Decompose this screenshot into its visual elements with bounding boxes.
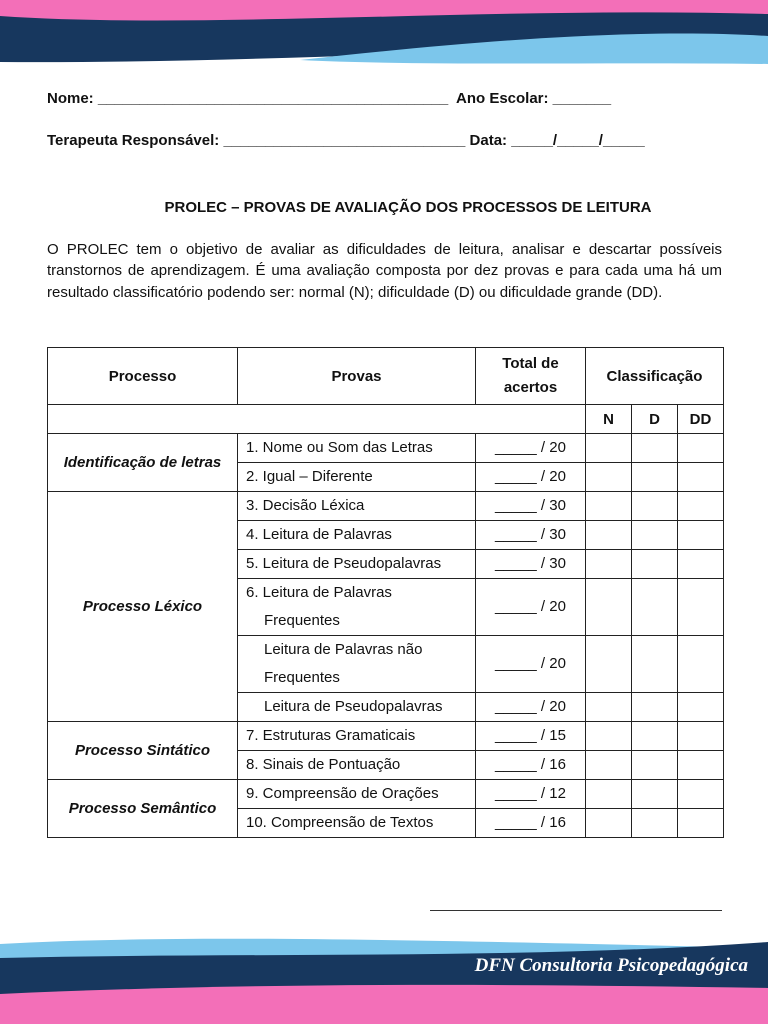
score-field[interactable]: _____ / 16 — [476, 751, 586, 780]
process-lexico: Processo Léxico — [48, 492, 238, 722]
classification-dd-cell[interactable] — [678, 550, 724, 579]
classification-dd-cell[interactable] — [678, 780, 724, 809]
score-field[interactable]: _____ / 20 — [476, 579, 586, 636]
prova-item-line: Leitura de Palavras não — [264, 641, 423, 658]
classification-d-cell[interactable] — [632, 636, 678, 693]
prova-item — [238, 579, 476, 636]
footer-brand: DFN Consultoria Psicopedagógica — [474, 955, 748, 976]
score-field[interactable]: _____ / 30 — [476, 492, 586, 521]
prova-item — [238, 693, 476, 722]
classification-d-cell[interactable] — [632, 434, 678, 463]
header-total-acertos: Total de acertos — [476, 348, 586, 405]
classification-n-cell[interactable] — [586, 492, 632, 521]
prova-item: 2. Igual – Diferente — [238, 463, 476, 492]
process-sintatico: Processo Sintático — [48, 722, 238, 780]
header-n: N — [586, 405, 632, 434]
classification-n-cell[interactable] — [586, 693, 632, 722]
prova-item-line: Leitura de Pseudopalavras — [264, 698, 443, 715]
prova-item: 10. Compreensão de Textos — [238, 809, 476, 838]
classification-n-cell[interactable] — [586, 463, 632, 492]
classification-n-cell[interactable] — [586, 751, 632, 780]
classification-dd-cell[interactable] — [678, 722, 724, 751]
classification-dd-cell[interactable] — [678, 693, 724, 722]
classification-d-cell[interactable] — [632, 780, 678, 809]
header-classificacao: Classificação — [586, 348, 724, 405]
prolec-table — [47, 347, 724, 838]
classification-dd-cell[interactable] — [678, 809, 724, 838]
score-field[interactable]: _____ / 15 — [476, 722, 586, 751]
classification-d-cell[interactable] — [632, 550, 678, 579]
score-field[interactable]: _____ / 16 — [476, 809, 586, 838]
classification-dd-cell[interactable] — [678, 492, 724, 521]
prova-item: 7. Estruturas Gramaticais — [238, 722, 476, 751]
footer-wave-decoration — [0, 930, 768, 1024]
prova-item: 5. Leitura de Pseudopalavras — [238, 550, 476, 579]
header-wave-decoration — [0, 0, 768, 70]
classification-dd-cell[interactable] — [678, 636, 724, 693]
empty-cell — [48, 405, 586, 434]
classification-n-cell[interactable] — [586, 579, 632, 636]
prova-item: 9. Compreensão de Orações — [238, 780, 476, 809]
header-d: D — [632, 405, 678, 434]
prova-item-line: Frequentes — [264, 669, 340, 686]
classification-n-cell[interactable] — [586, 636, 632, 693]
prova-item-line: Frequentes — [264, 612, 340, 629]
score-field[interactable]: _____ / 12 — [476, 780, 586, 809]
score-field[interactable]: _____ / 20 — [476, 636, 586, 693]
signature-line[interactable] — [430, 910, 722, 911]
classification-d-cell[interactable] — [632, 751, 678, 780]
prova-item: 8. Sinais de Pontuação — [238, 751, 476, 780]
terapeuta-data-line: Terapeuta Responsável: _____________________________ Data: _____/_____/_____ — [47, 132, 645, 149]
prova-item: 4. Leitura de Palavras — [238, 521, 476, 550]
process-identificacao-letras: Identificação de letras — [48, 434, 238, 492]
process-semantico: Processo Semântico — [48, 780, 238, 838]
classification-n-cell[interactable] — [586, 521, 632, 550]
score-field[interactable]: _____ / 20 — [476, 463, 586, 492]
score-field[interactable]: _____ / 30 — [476, 521, 586, 550]
score-field[interactable]: _____ / 30 — [476, 550, 586, 579]
intro-paragraph: O PROLEC tem o objetivo de avaliar as dificuldades de leitura, analisar e descartar possíveis transtornos de aprendizagem. É uma avaliação composta por dez provas e para cada uma há um resultado classificatório podendo ser: normal (N); dificuldade (D) ou dificuldade grande (DD). — [47, 241, 722, 301]
prova-item-line: 6. Leitura de Palavras — [246, 584, 392, 601]
score-field[interactable]: _____ / 20 — [476, 434, 586, 463]
prova-item — [238, 636, 476, 693]
classification-d-cell[interactable] — [632, 492, 678, 521]
classification-d-cell[interactable] — [632, 579, 678, 636]
classification-n-cell[interactable] — [586, 550, 632, 579]
classification-d-cell[interactable] — [632, 693, 678, 722]
score-field[interactable]: _____ / 20 — [476, 693, 586, 722]
classification-dd-cell[interactable] — [678, 751, 724, 780]
classification-dd-cell[interactable] — [678, 579, 724, 636]
classification-n-cell[interactable] — [586, 434, 632, 463]
prova-item: 1. Nome ou Som das Letras — [238, 434, 476, 463]
classification-dd-cell[interactable] — [678, 521, 724, 550]
classification-n-cell[interactable] — [586, 722, 632, 751]
header-processo: Processo — [48, 348, 238, 405]
nome-ano-escolar-line: Nome: __________________________________________ Ano Escolar: _______ — [47, 90, 612, 107]
classification-n-cell[interactable] — [586, 809, 632, 838]
classification-d-cell[interactable] — [632, 521, 678, 550]
classification-d-cell[interactable] — [632, 463, 678, 492]
classification-dd-cell[interactable] — [678, 434, 724, 463]
classification-d-cell[interactable] — [632, 722, 678, 751]
classification-dd-cell[interactable] — [678, 463, 724, 492]
classification-n-cell[interactable] — [586, 780, 632, 809]
prova-item: 3. Decisão Léxica — [238, 492, 476, 521]
header-dd: DD — [678, 405, 724, 434]
classification-d-cell[interactable] — [632, 809, 678, 838]
header-provas: Provas — [238, 348, 476, 405]
page-title: PROLEC – PROVAS DE AVALIAÇÃO DOS PROCESSOS DE LEITURA — [164, 199, 652, 216]
